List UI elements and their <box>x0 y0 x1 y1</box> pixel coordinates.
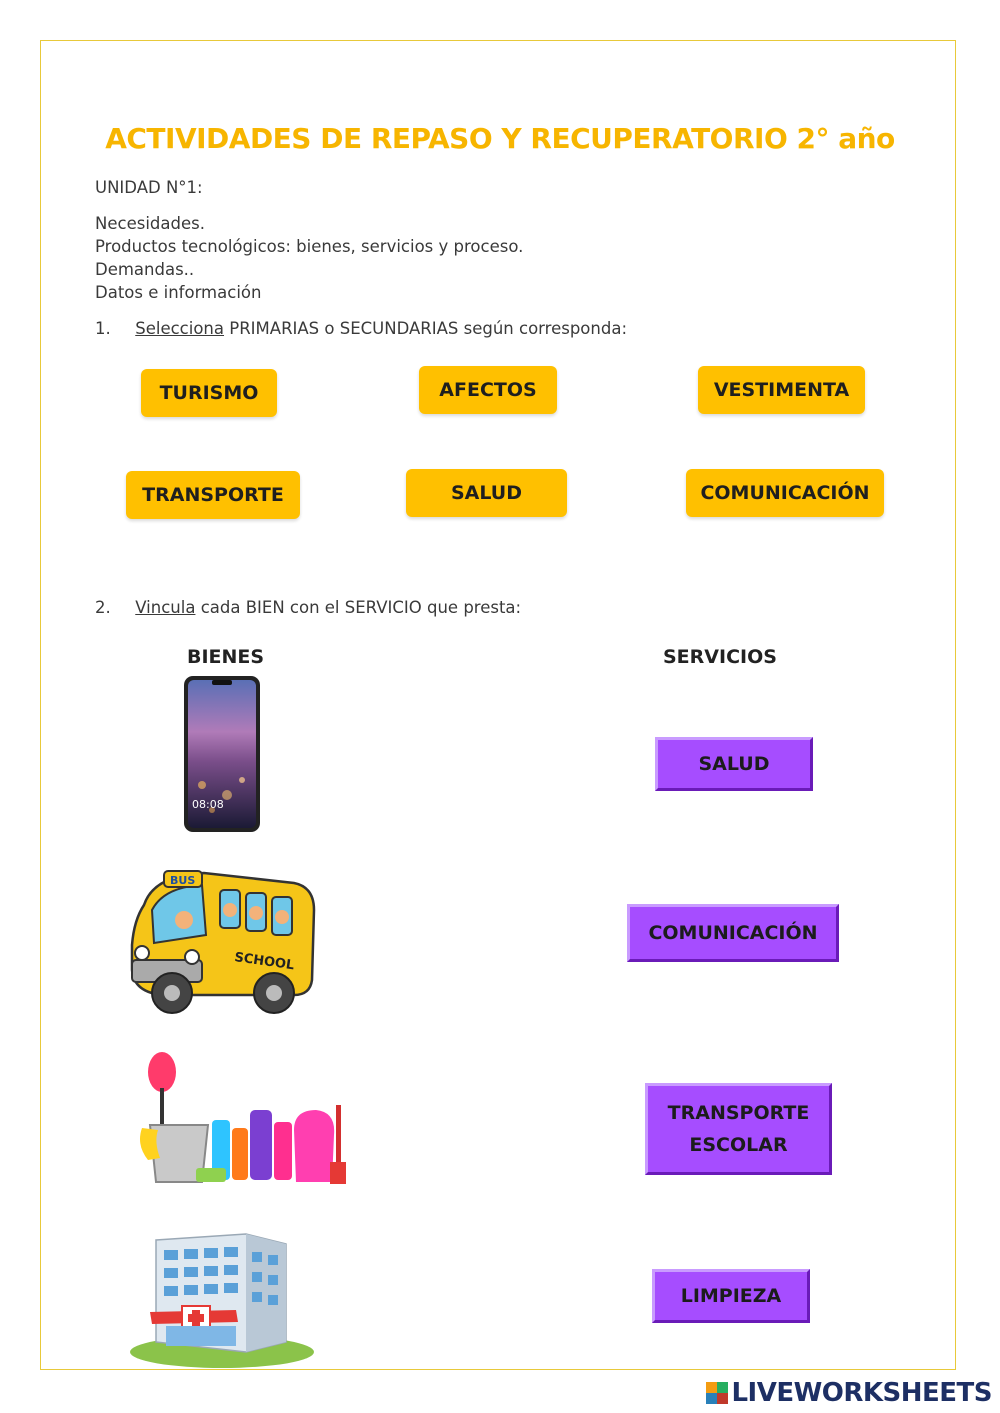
topic-4: Datos e información <box>95 283 262 302</box>
bus-school-text: SCHOOL <box>233 950 296 974</box>
question-2-text: cada BIEN con el SERVICIO que presta: <box>195 598 522 617</box>
question-1 <box>95 319 627 338</box>
topic-1: Necesidades. <box>95 214 205 233</box>
servicios-header: SERVICIOS <box>663 646 777 668</box>
school-bus-image[interactable] <box>124 865 318 1020</box>
question-1-text: PRIMARIAS o SECUNDARIAS según corresponda: <box>224 319 628 338</box>
question-2-verb: Vincula <box>135 598 196 617</box>
liveworksheets-logo <box>706 1378 992 1408</box>
question-2-number: 2. <box>95 598 111 617</box>
service-transporte-escolar[interactable]: TRANSPORTE ESCOLAR <box>645 1083 832 1175</box>
service-limpieza[interactable]: LIMPIEZA <box>652 1269 810 1323</box>
question-2 <box>95 598 521 617</box>
topic-3: Demandas.. <box>95 260 195 279</box>
service-salud[interactable]: SALUD <box>655 737 813 791</box>
question-1-number: 1. <box>95 319 111 338</box>
option-comunicacion[interactable]: COMUNICACIÓN <box>686 469 884 517</box>
option-vestimenta[interactable]: VESTIMENTA <box>698 366 865 414</box>
bus-sign: BUS <box>170 874 196 887</box>
unit-label: UNIDAD N°1: <box>95 178 203 197</box>
option-transporte[interactable]: TRANSPORTE <box>126 471 300 519</box>
hospital-image[interactable] <box>126 1230 318 1370</box>
logo-text: LIVEWORKSHEETS <box>731 1378 992 1408</box>
option-afectos[interactable]: AFECTOS <box>419 366 557 414</box>
smartphone-image[interactable] <box>182 675 262 833</box>
phone-time: 08:08 <box>192 798 224 811</box>
option-salud[interactable]: SALUD <box>406 469 567 517</box>
question-1-verb: Selecciona <box>135 319 225 338</box>
cleaning-products-image[interactable] <box>126 1050 348 1190</box>
liveworksheets-badge-icon <box>706 1382 728 1404</box>
bienes-header: BIENES <box>187 646 265 668</box>
option-turismo[interactable]: TURISMO <box>141 369 277 417</box>
page-title: ACTIVIDADES DE REPASO Y RECUPERATORIO 2° año <box>105 122 895 155</box>
service-comunicacion[interactable]: COMUNICACIÓN <box>627 904 839 962</box>
topic-2: Productos tecnológicos: bienes, servicios y proceso. <box>95 237 524 256</box>
